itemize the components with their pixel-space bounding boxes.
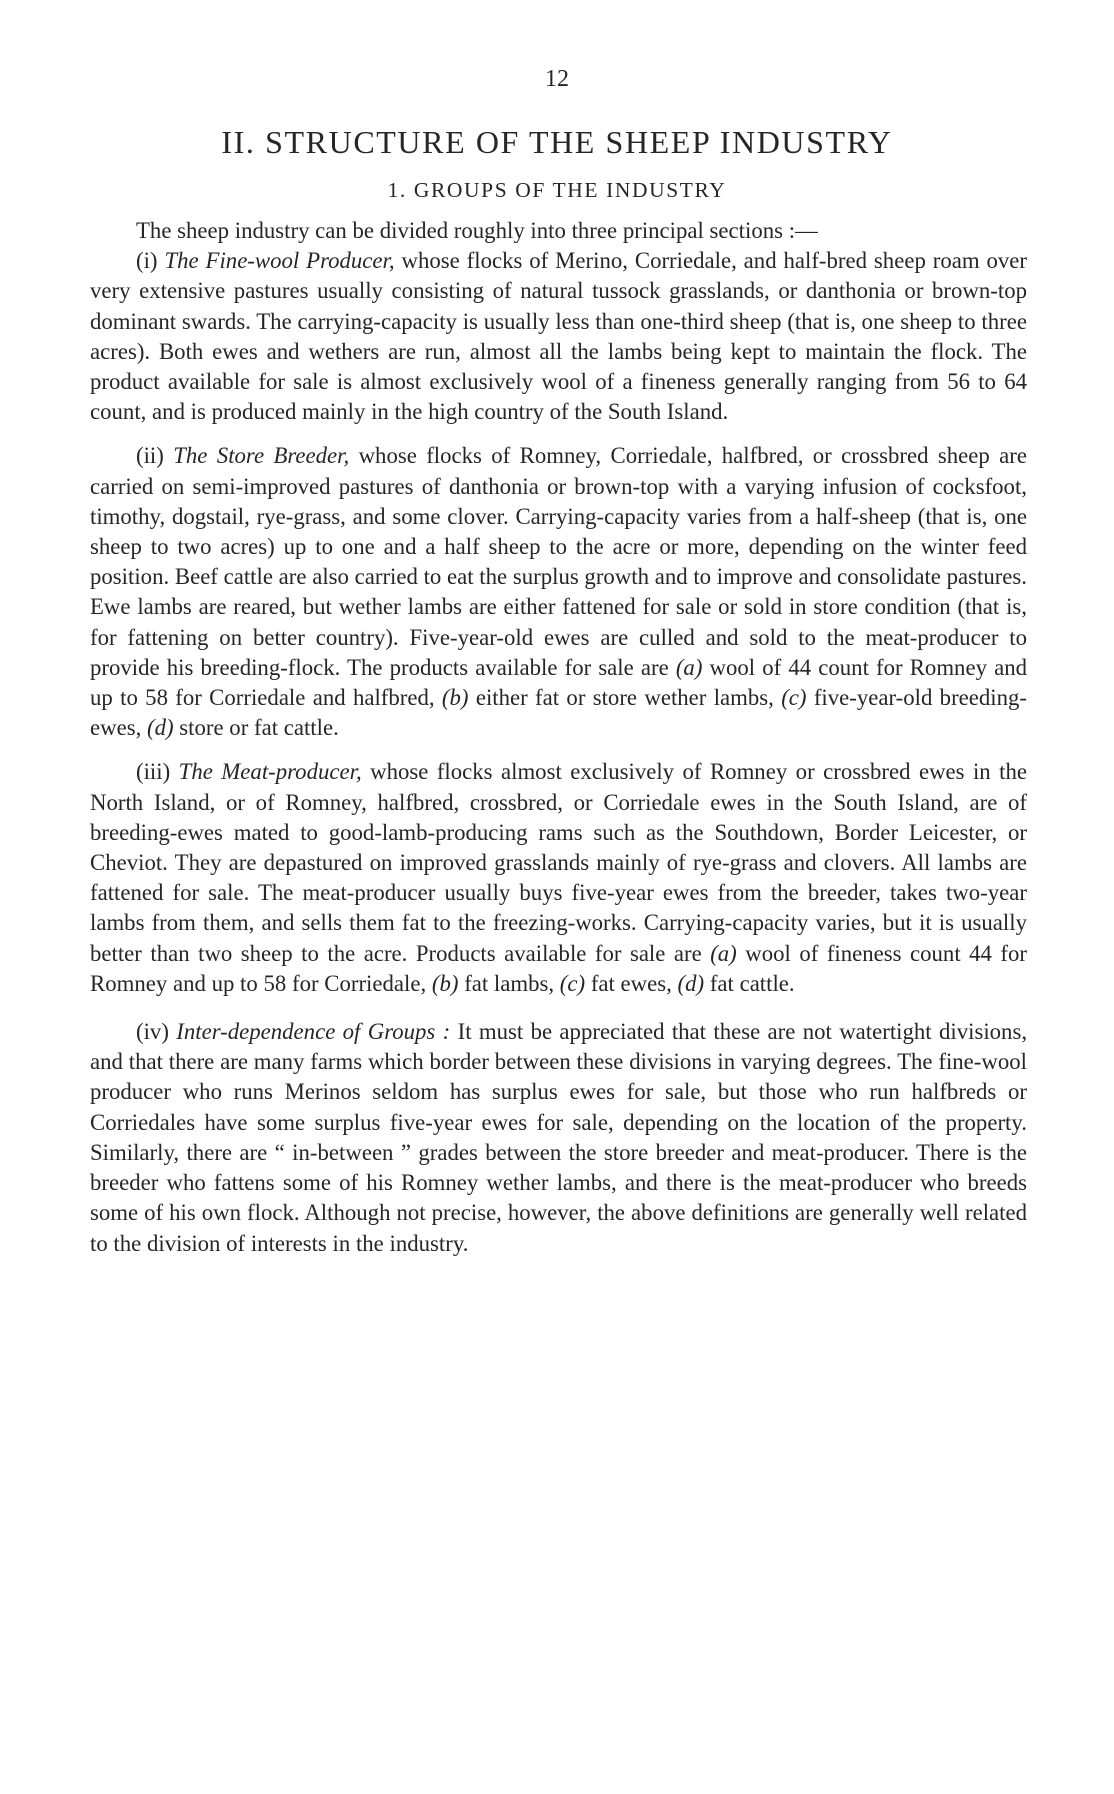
item-text-a: wool of fineness count 44 for Romney and up to 58 for Corriedale,	[90, 940, 1027, 996]
section-text: whose flocks almost exclusively of Romney or crossbred ewes in the North Island, or of Romney, halfbred, crossbred, or Corriedale ewes in the South Island, are of breeding-ewes mated to good-lamb-producing rams such as the Southdown, Border Leicester, or Cheviot. They are depastured on improved grasslands mainly of rye-grass and clovers. All lambs are fattened for sale. The meat-producer usually buys five-year ewes from the breeder, takes two-year lambs from them, and sells them fat to the freezing-works. Carrying-capacity varies, but it is usually better than two sheep to the acre. Products available for sale are	[90, 759, 1028, 966]
item-label-b: (b)	[431, 970, 459, 996]
item-text-d: store or fat cattle.	[179, 715, 339, 741]
item-label-c: (c)	[781, 685, 807, 711]
item-text-b: fat lambs,	[464, 970, 555, 996]
section-heading: The Fine-wool Producer,	[164, 248, 395, 274]
item-text-c: five-year-old breeding-ewes,	[90, 685, 1028, 741]
item-text-d: fat cattle.	[709, 970, 795, 996]
item-label-a: (a)	[710, 940, 737, 966]
section-marker: (iv)	[136, 1019, 169, 1045]
section-heading: Inter-dependence of Groups :	[176, 1019, 451, 1045]
body-text	[90, 216, 1027, 1259]
section-marker: (ii)	[136, 443, 164, 469]
section-subtitle: 1. GROUPS OF THE INDUSTRY	[387, 178, 727, 202]
chapter-title: II. STRUCTURE OF THE SHEEP INDUSTRY	[221, 124, 893, 160]
item-text-a: wool of 44 count for Romney and up to 58 for Corriedale and halfbred,	[90, 654, 1028, 711]
item-label-a: (a)	[675, 654, 703, 680]
section-heading: The Store Breeder,	[173, 443, 350, 469]
paragraph-fine-wool-producer	[90, 246, 1027, 427]
item-label-b: (b)	[441, 685, 469, 711]
section-text: It must be appreciated that these are not watertight divisions, and that there are many farms which border between these divisions in varying degrees. The fine-wool producer who runs Merinos seldom has surplus ewes for sale, but those who run halfbreds or Corriedales have some surplus five-year ewes for sale, depending on the location of the property. Similarly, there are “ in-between ” grades between the store breeder and meat-producer. There is the breeder who fattens some of his Romney wether lambs, and there is the meat-producer who breeds some of his own flock. Although not precise, however, the above definitions are generally well related to the division of interests in the industry.	[90, 1019, 1028, 1256]
paragraph-meat-producer	[90, 757, 1027, 999]
paragraph-inter-dependence	[90, 1017, 1027, 1259]
item-text-b: either fat or store wether lambs,	[475, 685, 774, 711]
item-label-d: (d)	[146, 715, 174, 741]
section-heading: The Meat-producer,	[178, 759, 362, 785]
section-marker: (iii)	[136, 759, 171, 785]
item-label-c: (c)	[559, 970, 586, 996]
paragraph-store-breeder	[90, 441, 1027, 743]
item-text-c: fat ewes,	[590, 970, 672, 996]
section-text: whose flocks of Merino, Corriedale, and half-bred sheep roam over very extensive pastures usually consisting of natural tussock grasslands, or danthonia or brown-top dominant swards. The carrying-capacity is usually less than one-third sheep (that is, one sheep to three acres). Both ewes and wethers are run, almost all the lambs being kept to maintain the flock. The product available for sale is almost exclusively wool of a fineness generally ranging from 56 to 64 count, and is produced mainly in the high country of the South Island.	[90, 248, 1027, 425]
section-text: whose flocks of Romney, Corriedale, halfbred, or crossbred sheep are carried on semi-improved pastures of danthonia or brown-top with a varying infusion of cocksfoot, timothy, dogstail, rye-grass, and some clover. Carrying-capacity varies from a half-sheep (that is, one sheep to two acres) up to one and a half sheep to the acre or more, depending on the winter feed position. Beef cattle are also carried to eat the surplus growth and to improve and consolidate pastures. Ewe lambs are reared, but wether lambs are either fattened for sale or sold in store condition (that is, for fattening on better country). Five-year-old ewes are culled and sold to the meat-producer to provide his breeding-flock. The products available for sale are	[90, 443, 1027, 680]
section-marker: (i)	[136, 248, 158, 274]
page-number: 12	[545, 66, 569, 92]
intro-paragraph: The sheep industry can be divided roughly into three principal sections :—	[136, 218, 818, 243]
item-label-d: (d)	[677, 970, 705, 996]
